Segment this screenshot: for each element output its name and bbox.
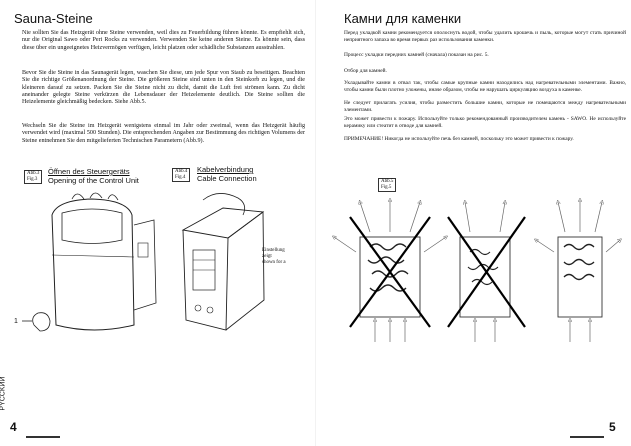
fig3-caption-line2: Opening of the Control Unit (48, 175, 139, 185)
fig5-stone-arrangements (330, 192, 620, 342)
fig5-heater-wrong-2 (448, 202, 525, 342)
fig4-caption (197, 166, 257, 183)
right-paragraph-2: Процесс укладки передних камней (сначала) показан на рис. 5. (344, 52, 489, 58)
right-paragraph-3: Отбор для камней. (344, 68, 387, 74)
fig5-heater-correct (536, 200, 620, 342)
fig4-tag-line1: Abb.4 (175, 169, 188, 174)
fig5-tag-line1: Abb.5 (381, 179, 394, 184)
fig4-note-line3: shown for a (262, 260, 286, 265)
fig3-heater-illustration (22, 185, 172, 345)
fig4-note-line1: Einstellung (262, 248, 285, 253)
fig3-tag-line1: Abb.3 (27, 171, 40, 176)
left-page (0, 0, 315, 446)
fig3-callout-number: 1 (14, 318, 18, 325)
fig3-caption (48, 168, 139, 185)
fig5-tag (378, 178, 396, 192)
right-paragraph-4: Укладывайте камни в отвал так, чтобы самые крупные камни находились над нагревательными элементами. Важно, чтобы камни были плотно уложены, иначе образом, чтобы не нарушать циркуляцию воздуха в каменке. (344, 80, 626, 93)
fig4-tag (172, 168, 190, 182)
language-side-label (0, 370, 14, 420)
fig5-tag-line2: Fig.5 (381, 185, 392, 190)
fig5-heater-wrong-1 (334, 200, 446, 342)
left-paragraph-1: Nie sollten Sie das Heizgerät ohne Steine verwenden, weil dies zu Feuerbildung führen könnte. Es empfiehlt sich, nur die Original Sawo oder Peri Rocks zu verwenden. Verwenden Sie keine anderen Steine. Es könnte sein, dass diese über ein ungeeignetes Heizvermögen verfügen, leicht platzen oder schädliche Substanzen ausstrahlen. (22, 30, 305, 51)
right-page-number: 5 (609, 420, 616, 434)
left-page-title: Sauna-Steine (14, 11, 93, 26)
right-paragraph-1: Перед укладкой камни рекомендуется ополоснуть водой, чтобы удалить крошечь и пыль, которые могут стать причиной неприятного запаха во время первых раз использования каменки. (344, 30, 626, 43)
fig4-tag-line2: Fig.4 (175, 175, 186, 180)
fig4-note (262, 248, 302, 266)
fig4-caption-line2: Cable Connection (197, 173, 257, 183)
left-footer-mark (26, 436, 60, 438)
right-page-title: Камни для каменки (344, 11, 462, 26)
right-paragraph-5: Не следует прилагать усилия, чтобы разместить большие камни, которые не помещаются между нагревательными элементами. (344, 100, 626, 113)
fig4-caption-line1: Kabelverbindung (197, 165, 254, 174)
right-page (316, 0, 631, 446)
right-paragraph-6: Это может привести к пожару. Используйте только рекомендованный производителем камень - SAWO. Не используйте керамику или стеатит в отводе для камней. (344, 116, 626, 129)
fig3-caption-line1: Öffnen des Steuergeräts (48, 167, 130, 176)
language-side-label-text: PYCCKИЙ (0, 376, 7, 411)
fig3-tag (24, 170, 42, 184)
fig4-note-line2: zeigt (262, 254, 272, 259)
fig3-tag-line2: Fig.3 (27, 177, 38, 182)
right-footer-mark (570, 436, 604, 438)
right-paragraph-7: ПРИМЕЧАНИЕ! Никогда не используйте печь без камней, поскольку это может привести к пожару. (344, 136, 574, 142)
left-paragraph-3: Wechseln Sie die Steine im Heizgerät wenigstens einmal im Jahr oder zweimal, wenn das Heizgerät häufig verwendet wird (maximal 500 Stunden). Die entsprechenden Angaben zur Bestimmung des richtigen Volumens der Steine entnehmen Sie den mitgelieferten Technischen Parametern (Abb.9). (22, 123, 305, 144)
left-paragraph-2: Bevor Sie die Steine in das Saunagerät legen, waschen Sie diese, um jede Spur von Staub zu beseitigen. Beachten Sie die richtige Größenanordnung der Steine. Die größeren Steine sind unten in den Steinkorb zu legen, und die kleineren darauf zu setzen. Packen Sie die Steine nicht zu dicht, damit die Luft frei strömen kann. Zu dicht aneinander gelegte Steine verkürzen die Lebensdauer der Heizelemente deutlich. Die Steine sollten die Heizelemente gleichmäßig bedecken. Siehe Abb.5. (22, 70, 305, 106)
left-page-number: 4 (10, 420, 17, 434)
